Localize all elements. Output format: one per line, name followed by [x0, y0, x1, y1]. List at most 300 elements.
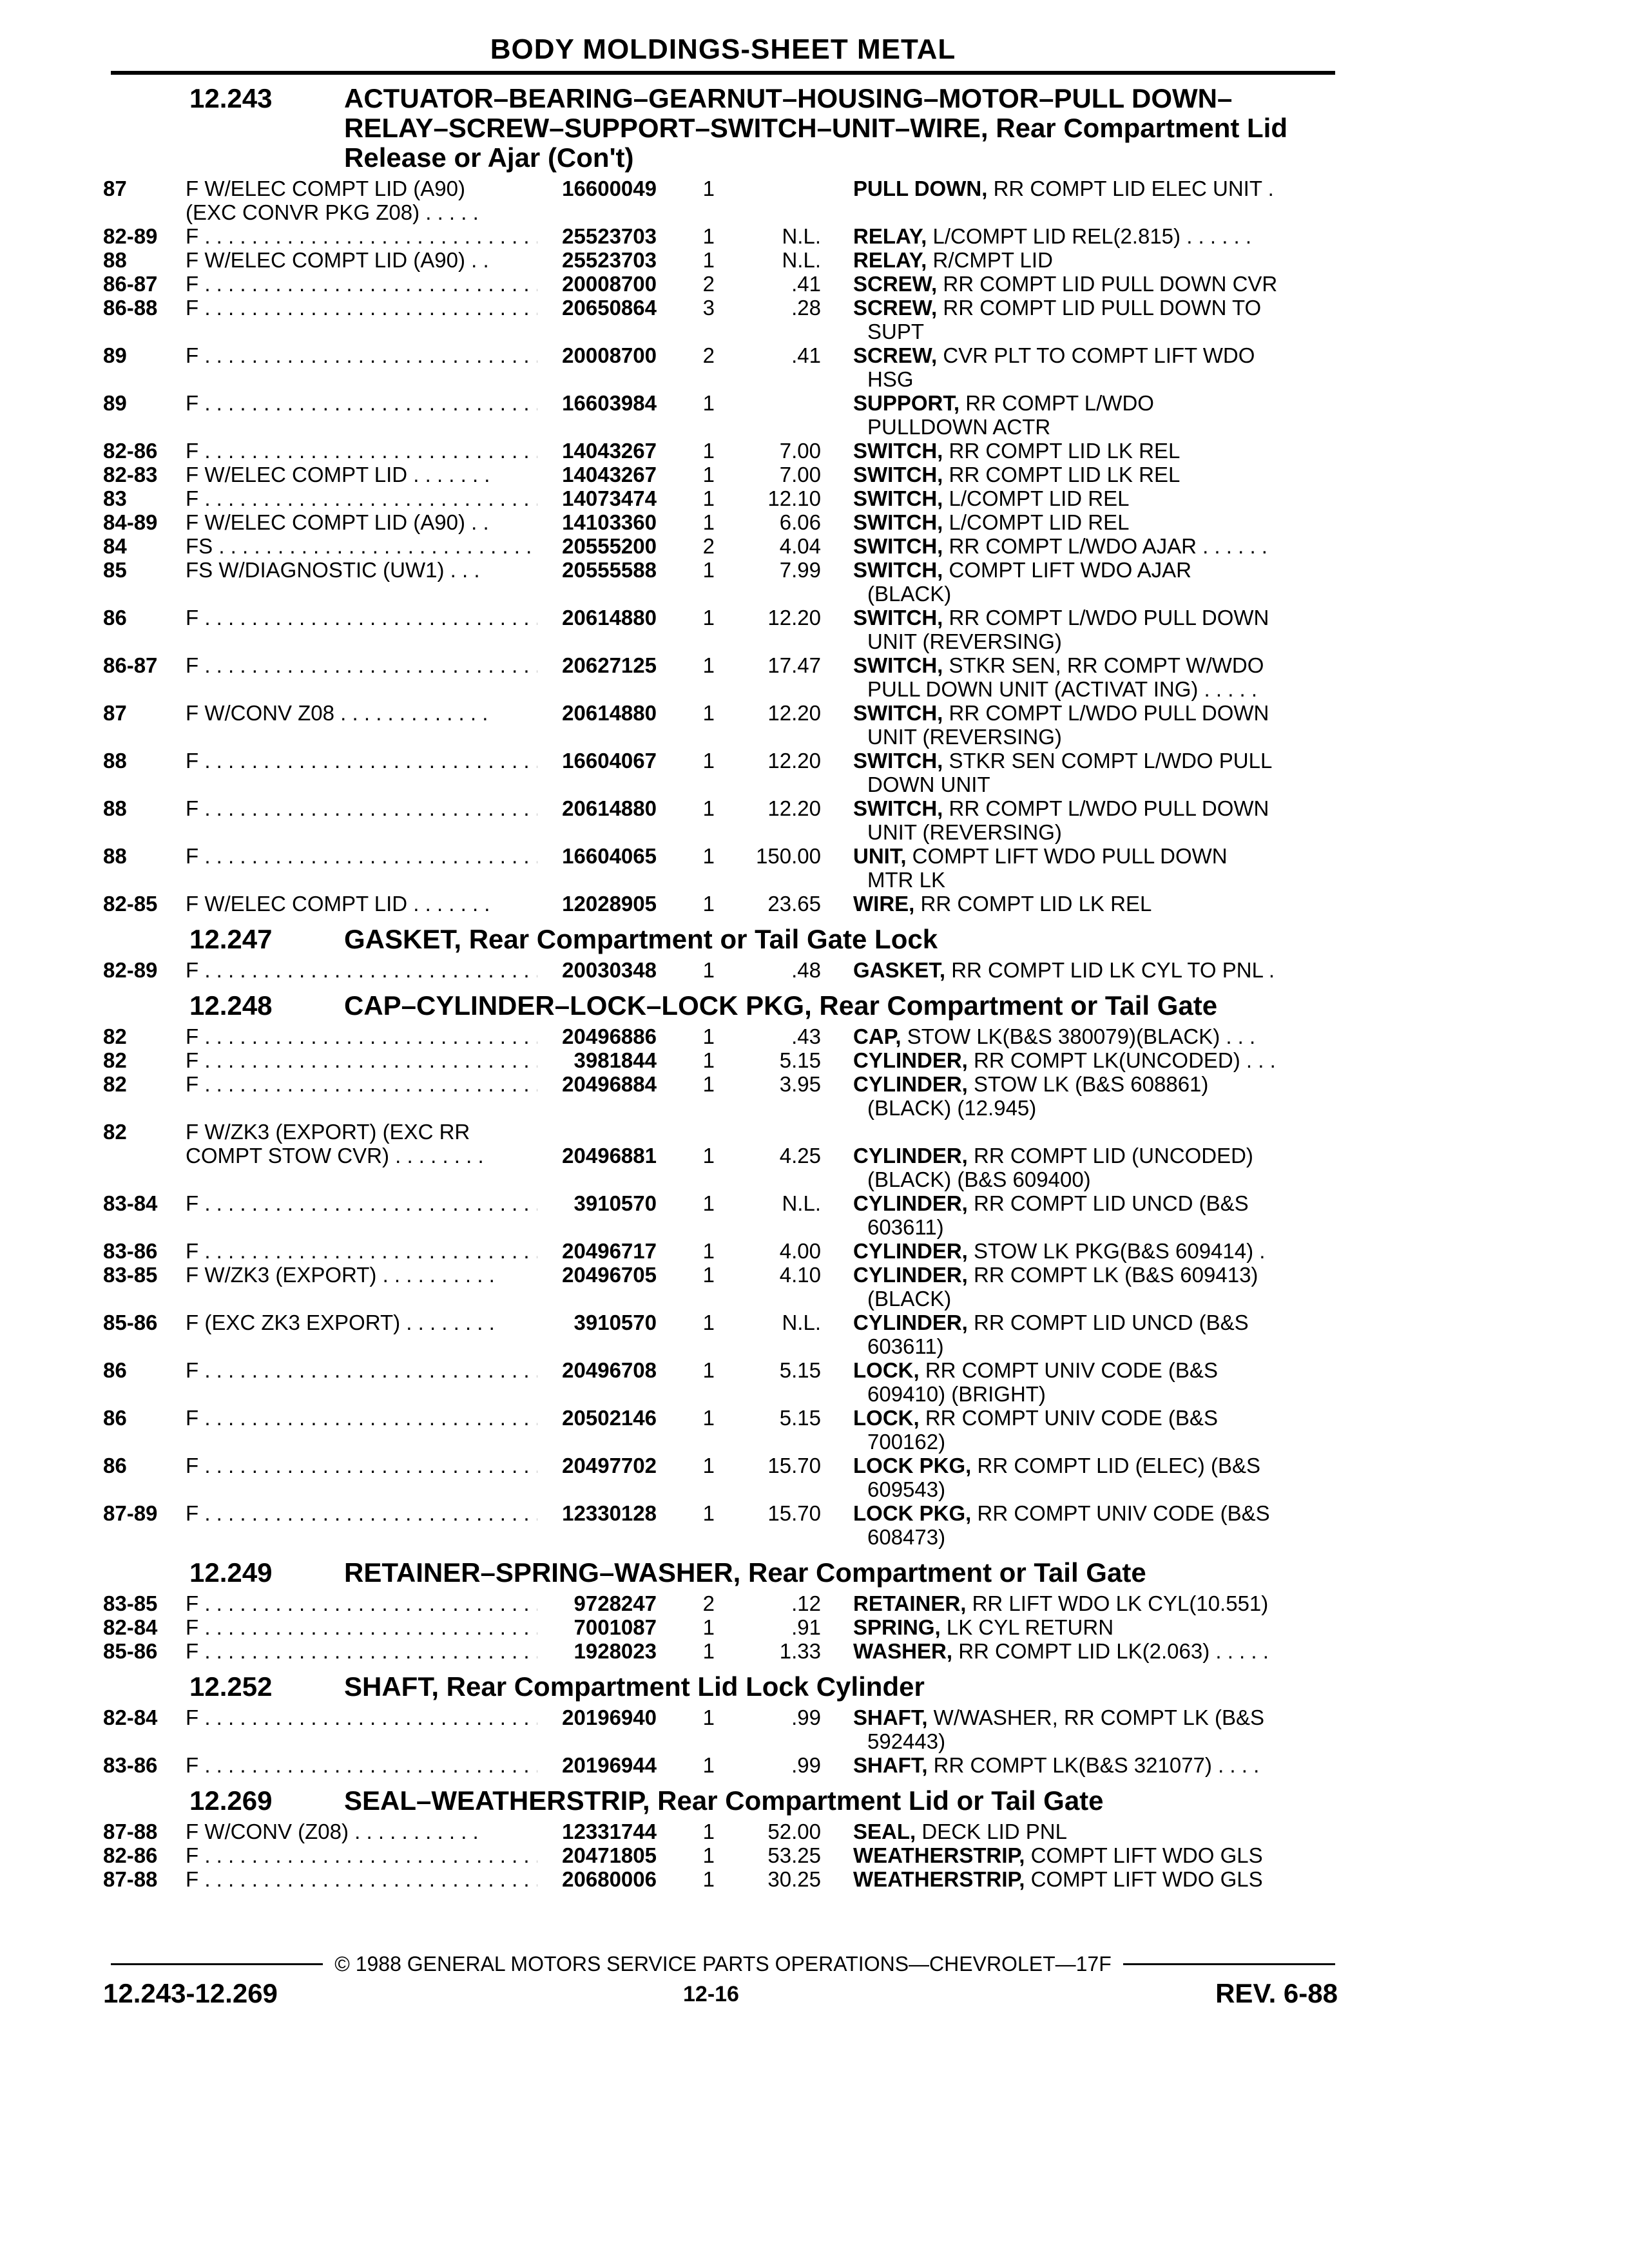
section-title: SEAL–WEATHERSTRIP, Rear Compartment Lid or Tail Gate	[344, 1785, 1104, 1816]
part-name-text: STOW LK PKG(B&S 609414) .	[974, 1239, 1266, 1263]
part-row	[103, 1501, 1347, 1549]
part-name-line	[853, 1096, 1320, 1120]
part-row	[103, 1867, 1347, 1891]
part-name-text: CVR PLT TO COMPT LIFT WDO	[943, 343, 1255, 367]
part-name-line	[853, 439, 1320, 463]
price: 150.00	[756, 844, 821, 868]
model-years: 86	[103, 606, 127, 629]
part-name-keyword: SPRING,	[853, 1615, 941, 1639]
part-name	[853, 558, 1320, 606]
part-name-text: PULL DOWN UNIT (ACTIVAT ING) . . . . .	[867, 677, 1258, 701]
part-row	[103, 1706, 1347, 1753]
part-name-line	[853, 1729, 1320, 1753]
part-name-line	[853, 725, 1320, 749]
part-name	[853, 958, 1320, 982]
part-row	[103, 844, 1347, 892]
part-name	[853, 1615, 1320, 1639]
part-name	[853, 1753, 1320, 1777]
quantity: 1	[702, 701, 715, 725]
usage-line: F . . .	[186, 391, 537, 415]
part-name-text: RR COMPT L/WDO PULL DOWN	[949, 796, 1269, 820]
usage-description	[186, 439, 537, 463]
model-years: 88	[103, 248, 127, 272]
model-years: 82-84	[103, 1615, 158, 1639]
usage-description	[186, 1191, 537, 1215]
part-name-line	[853, 1263, 1320, 1287]
usage-line: F W/ELEC COMPT LID (A90)	[186, 177, 465, 200]
model-years: 82-85	[103, 892, 158, 916]
part-name-text: W/WASHER, RR COMPT LK (B&S	[933, 1706, 1265, 1729]
usage-line: F (EXC ZK3 EXPORT) . . . . . . . .	[186, 1311, 495, 1334]
part-row	[103, 1072, 1347, 1120]
part-name	[853, 701, 1320, 749]
model-years: 83-84	[103, 1191, 158, 1215]
part-number: 16603984	[562, 391, 657, 415]
part-name-text: R/CMPT LID	[932, 248, 1053, 272]
price: .41	[791, 343, 821, 367]
part-number: 20496705	[562, 1263, 657, 1287]
price: 3.95	[779, 1072, 821, 1096]
usage-description	[186, 1753, 537, 1777]
model-years: 86	[103, 1454, 127, 1477]
model-years: 83-85	[103, 1263, 158, 1287]
quantity: 1	[702, 224, 715, 248]
part-name-line	[853, 1843, 1320, 1867]
quantity: 1	[702, 439, 715, 463]
part-name-keyword: LOCK,	[853, 1406, 920, 1430]
part-number: 14073474	[562, 486, 657, 510]
part-name-text: L/COMPT LID REL	[949, 486, 1130, 510]
part-name-line	[853, 1168, 1320, 1191]
price: 4.00	[779, 1239, 821, 1263]
part-name-text: RR COMPT L/WDO PULL DOWN	[949, 606, 1269, 629]
part-name-text: COMPT LIFT WDO AJAR	[949, 558, 1191, 582]
price: N.L.	[782, 248, 821, 272]
price: N.L.	[782, 224, 821, 248]
quantity: 1	[702, 958, 715, 982]
part-name-text: MTR LK	[867, 868, 946, 892]
price: 52.00	[767, 1820, 821, 1843]
price: 17.47	[767, 653, 821, 677]
usage-description	[186, 844, 537, 868]
section-heading	[103, 1672, 1347, 1702]
model-years: 85-86	[103, 1639, 158, 1663]
part-name-text: DECK LID PNL	[921, 1820, 1067, 1843]
part-name	[853, 1358, 1320, 1406]
part-name-keyword: LOCK PKG,	[853, 1501, 972, 1525]
part-name-keyword: CYLINDER,	[853, 1239, 968, 1263]
section-number: 12.247	[189, 924, 273, 954]
part-row	[103, 248, 1347, 272]
part-name-line	[853, 1591, 1320, 1615]
part-name-text: RR COMPT LID ELEC UNIT .	[993, 177, 1274, 200]
price: 12.20	[767, 796, 821, 820]
part-name-text: (BLACK)	[867, 1287, 952, 1311]
part-name-text: RR COMPT LID LK REL	[949, 463, 1181, 486]
part-name-keyword: LOCK,	[853, 1358, 920, 1382]
part-name-line	[853, 1477, 1320, 1501]
part-name-keyword: LOCK PKG,	[853, 1454, 972, 1477]
part-name	[853, 1239, 1320, 1263]
usage-line: F . . .	[186, 1639, 537, 1663]
footer-copyright: © 1988 GENERAL MOTORS SERVICE PARTS OPERATIONS—CHEVROLET—17F	[334, 1952, 1112, 1975]
part-name-text: PULLDOWN ACTR	[867, 415, 1051, 439]
part-number: 14103360	[562, 510, 657, 534]
part-name-line	[853, 296, 1320, 320]
usage-line: F . . .	[186, 1615, 537, 1639]
part-name-line	[853, 582, 1320, 606]
footer-page-number: 12-16	[683, 1982, 739, 2006]
part-name-keyword: WEATHERSTRIP,	[853, 1867, 1025, 1891]
part-name-keyword: PULL DOWN,	[853, 177, 988, 200]
part-name-keyword: SCREW,	[853, 272, 938, 296]
part-name-line	[853, 534, 1320, 558]
usage-description	[186, 1120, 537, 1168]
usage-line: F . . .	[186, 1706, 537, 1729]
usage-line: (EXC CONVR PKG Z08) . . . . .	[186, 200, 479, 224]
part-name-keyword: SWITCH,	[853, 606, 943, 629]
model-years: 89	[103, 391, 127, 415]
part-row	[103, 1358, 1347, 1406]
model-years: 86	[103, 1406, 127, 1430]
model-years: 83-85	[103, 1591, 158, 1615]
section-title: SHAFT, Rear Compartment Lid Lock Cylinder	[344, 1671, 925, 1702]
section-title: ACTUATOR–BEARING–GEARNUT–HOUSING–MOTOR–PULL DOWN–RELAY–SCREW–SUPPORT–SWITCH–UNIT–WIRE, Rear Compartment Lid Release or Ajar (Con't)	[344, 83, 1287, 173]
price: 4.10	[779, 1263, 821, 1287]
part-name-text: RR COMPT UNIV CODE (B&S	[977, 1501, 1270, 1525]
part-number: 20627125	[562, 653, 657, 677]
part-name-text: 700162)	[867, 1430, 946, 1454]
section-title: RETAINER–SPRING–WASHER, Rear Compartment or Tail Gate	[344, 1557, 1146, 1588]
part-name-line	[853, 749, 1320, 773]
part-name-keyword: RELAY,	[853, 224, 927, 248]
price: 7.00	[779, 463, 821, 486]
quantity: 1	[702, 1048, 715, 1072]
quantity: 1	[702, 1239, 715, 1263]
part-name	[853, 796, 1320, 844]
part-name-line	[853, 1072, 1320, 1096]
usage-line: F . . .	[186, 1358, 537, 1382]
usage-description	[186, 224, 537, 248]
part-name-keyword: UNIT,	[853, 844, 907, 868]
part-number: 20502146	[562, 1406, 657, 1430]
part-name-line	[853, 1215, 1320, 1239]
part-number: 16600049	[562, 177, 657, 200]
part-name-text: L/COMPT LID REL(2.815) . . . . . .	[932, 224, 1252, 248]
model-years: 89	[103, 343, 127, 367]
part-name	[853, 749, 1320, 796]
part-name-keyword: SCREW,	[853, 296, 938, 320]
price: 53.25	[767, 1843, 821, 1867]
price: .28	[791, 296, 821, 320]
usage-line: F W/ZK3 (EXPORT) . . . . . . . . . .	[186, 1263, 495, 1287]
part-name-text: UNIT (REVERSING)	[867, 629, 1062, 653]
quantity: 1	[702, 248, 715, 272]
usage-description	[186, 749, 537, 773]
quantity: 1	[702, 796, 715, 820]
usage-description	[186, 1406, 537, 1430]
section-number: 12.252	[189, 1671, 273, 1702]
part-name-keyword: SWITCH,	[853, 796, 943, 820]
price: .48	[791, 958, 821, 982]
part-name-text: L/COMPT LID REL	[949, 510, 1130, 534]
part-number: 20614880	[562, 796, 657, 820]
model-years: 82	[103, 1048, 127, 1072]
quantity: 2	[702, 272, 715, 296]
part-name-line	[853, 367, 1320, 391]
usage-description	[186, 343, 537, 367]
model-years: 87	[103, 701, 127, 725]
part-name-text: RR COMPT L/WDO	[965, 391, 1154, 415]
model-years: 83	[103, 486, 127, 510]
part-name-keyword: CAP,	[853, 1024, 901, 1048]
part-number: 1928023	[574, 1639, 657, 1663]
part-name-keyword: CYLINDER,	[853, 1072, 968, 1096]
usage-description	[186, 1591, 537, 1615]
part-name-line	[853, 558, 1320, 582]
part-number: 3910570	[574, 1191, 657, 1215]
part-name-line	[853, 1525, 1320, 1549]
usage-description	[186, 510, 537, 534]
usage-line: F . . .	[186, 296, 537, 320]
usage-description	[186, 606, 537, 629]
part-name	[853, 510, 1320, 534]
part-name-keyword: SWITCH,	[853, 701, 943, 725]
part-name	[853, 1406, 1320, 1454]
part-name-keyword: RELAY,	[853, 248, 927, 272]
part-name-line	[853, 1706, 1320, 1729]
part-row	[103, 1753, 1347, 1777]
section-title: CAP–CYLINDER–LOCK–LOCK PKG, Rear Compartment or Tail Gate	[344, 990, 1218, 1021]
usage-description	[186, 958, 537, 982]
part-name	[853, 1843, 1320, 1867]
part-name	[853, 1867, 1320, 1891]
part-name-keyword: CYLINDER,	[853, 1144, 968, 1168]
part-name-text: STOW LK (B&S 608861)	[974, 1072, 1209, 1096]
part-row	[103, 463, 1347, 486]
quantity: 1	[702, 1843, 715, 1867]
part-name-keyword: CYLINDER,	[853, 1191, 968, 1215]
section-number: 12.249	[189, 1557, 273, 1588]
usage-line: F W/ELEC COMPT LID (A90) . .	[186, 510, 489, 534]
usage-line: F . . .	[186, 1406, 537, 1430]
model-years: 83-86	[103, 1239, 158, 1263]
model-years: 87-88	[103, 1867, 158, 1891]
part-name-text: RR COMPT L/WDO PULL DOWN	[949, 701, 1269, 725]
price: 23.65	[767, 892, 821, 916]
part-row	[103, 1024, 1347, 1048]
usage-description	[186, 177, 537, 224]
part-name-text: STKR SEN COMPT L/WDO PULL	[949, 749, 1273, 773]
part-name-line	[853, 868, 1320, 892]
part-row	[103, 1311, 1347, 1358]
part-name	[853, 1454, 1320, 1501]
part-name-line	[853, 629, 1320, 653]
usage-description	[186, 1843, 537, 1867]
model-years: 82-86	[103, 1843, 158, 1867]
part-name-keyword: SWITCH,	[853, 558, 943, 582]
quantity: 1	[702, 391, 715, 415]
footer-rule-right	[1123, 1963, 1335, 1965]
part-name-line	[853, 653, 1320, 677]
part-name-line	[853, 1144, 1320, 1168]
part-row	[103, 1406, 1347, 1454]
usage-description	[186, 1072, 537, 1096]
model-years: 86-87	[103, 653, 158, 677]
usage-line: F . . .	[186, 1867, 537, 1891]
section-heading	[103, 1558, 1347, 1588]
quantity: 1	[702, 1024, 715, 1048]
quantity: 1	[702, 1639, 715, 1663]
part-name	[853, 1501, 1320, 1549]
part-number: 12028905	[562, 892, 657, 916]
usage-line: F . . .	[186, 749, 537, 773]
part-number: 20196940	[562, 1706, 657, 1729]
part-number: 20008700	[562, 343, 657, 367]
quantity: 1	[702, 1144, 715, 1168]
price: .43	[791, 1024, 821, 1048]
price: 1.33	[779, 1639, 821, 1663]
price: 6.06	[779, 510, 821, 534]
part-name	[853, 534, 1320, 558]
part-name-line	[853, 510, 1320, 534]
part-name	[853, 606, 1320, 653]
price: .99	[791, 1706, 821, 1729]
quantity: 1	[702, 844, 715, 868]
part-number: 20196944	[562, 1753, 657, 1777]
part-name-line	[853, 1753, 1320, 1777]
quantity: 3	[702, 296, 715, 320]
part-name-text: 608473)	[867, 1525, 946, 1549]
usage-line: FS . . .	[186, 534, 537, 558]
usage-line: F W/CONV Z08 . . . . . . . . . . . . .	[186, 701, 488, 725]
section-heading	[103, 925, 1347, 954]
usage-description	[186, 1358, 537, 1382]
quantity: 2	[702, 1591, 715, 1615]
price: 30.25	[767, 1867, 821, 1891]
part-row	[103, 701, 1347, 749]
part-name-keyword: RETAINER,	[853, 1591, 967, 1615]
usage-description	[186, 558, 537, 582]
part-name-text: 603611)	[867, 1215, 944, 1239]
part-number: 14043267	[562, 463, 657, 486]
part-name-text: DOWN UNIT	[867, 773, 990, 796]
part-number: 20680006	[562, 1867, 657, 1891]
section-heading	[103, 991, 1347, 1021]
part-number: 20555588	[562, 558, 657, 582]
part-row	[103, 343, 1347, 391]
part-name-line	[853, 415, 1320, 439]
usage-line: F . . .	[186, 796, 537, 820]
part-row	[103, 958, 1347, 982]
part-number: 20030348	[562, 958, 657, 982]
model-years: 82	[103, 1024, 127, 1048]
part-name-line	[853, 248, 1320, 272]
usage-line: F . . .	[186, 272, 537, 296]
part-name-keyword: SHAFT,	[853, 1706, 928, 1729]
part-name	[853, 248, 1320, 272]
usage-description	[186, 892, 537, 916]
part-name	[853, 272, 1320, 296]
part-name-keyword: SWITCH,	[853, 749, 943, 773]
model-years: 87	[103, 177, 127, 200]
usage-description	[186, 486, 537, 510]
usage-line: F . . .	[186, 224, 537, 248]
quantity: 1	[702, 510, 715, 534]
usage-line: F . . .	[186, 1191, 537, 1215]
usage-line: F . . .	[186, 1454, 537, 1477]
model-years: 83-86	[103, 1753, 158, 1777]
usage-description	[186, 1639, 537, 1663]
part-name-line	[853, 796, 1320, 820]
usage-line: F . . .	[186, 1501, 537, 1525]
part-number: 20496881	[562, 1144, 657, 1168]
part-number: 20496884	[562, 1072, 657, 1096]
price: 12.10	[767, 486, 821, 510]
part-name-keyword: SUPPORT,	[853, 391, 960, 415]
part-name-line	[853, 463, 1320, 486]
price: 12.20	[767, 606, 821, 629]
part-row	[103, 1639, 1347, 1663]
part-name-keyword: SCREW,	[853, 343, 938, 367]
part-name-keyword: SHAFT,	[853, 1753, 928, 1777]
price: N.L.	[782, 1191, 821, 1215]
usage-description	[186, 463, 537, 486]
price: 4.04	[779, 534, 821, 558]
page-header-title: BODY MOLDINGS-SHEET METAL	[490, 34, 956, 65]
usage-line: F . . .	[186, 606, 537, 629]
usage-description	[186, 534, 537, 558]
model-years: 87-89	[103, 1501, 158, 1525]
usage-line: F . . .	[186, 1753, 537, 1777]
part-name-text: (BLACK) (12.945)	[867, 1096, 1037, 1120]
usage-line: F W/ELEC COMPT LID (A90) . .	[186, 248, 489, 272]
usage-line: COMPT STOW CVR) . . . . . . . .	[186, 1144, 484, 1168]
part-name-line	[853, 1382, 1320, 1406]
quantity: 1	[702, 1311, 715, 1334]
part-row	[103, 486, 1347, 510]
quantity: 1	[702, 1867, 715, 1891]
part-name-line	[853, 1454, 1320, 1477]
model-years: 87-88	[103, 1820, 158, 1843]
usage-line: F . . .	[186, 653, 537, 677]
price: 7.00	[779, 439, 821, 463]
part-name-line	[853, 677, 1320, 701]
model-years: 85-86	[103, 1311, 158, 1334]
part-name-text: COMPT LIFT WDO GLS	[1030, 1867, 1263, 1891]
part-number: 14043267	[562, 439, 657, 463]
quantity: 1	[702, 1454, 715, 1477]
part-name-text: 592443)	[867, 1729, 946, 1753]
footer-rule-left	[111, 1963, 323, 1965]
usage-line: F . . .	[186, 1239, 537, 1263]
part-row	[103, 1820, 1347, 1843]
price: 12.20	[767, 701, 821, 725]
part-name-line	[853, 1024, 1320, 1048]
quantity: 1	[702, 1501, 715, 1525]
part-row	[103, 510, 1347, 534]
part-row	[103, 1263, 1347, 1311]
part-number: 25523703	[562, 248, 657, 272]
part-name-line	[853, 892, 1320, 916]
part-name	[853, 343, 1320, 391]
part-row	[103, 653, 1347, 701]
part-name-text: UNIT (REVERSING)	[867, 725, 1062, 749]
model-years: 82	[103, 1072, 127, 1096]
usage-description	[186, 391, 537, 415]
footer-revision: REV. 6-88	[1215, 1978, 1338, 2008]
part-name-text: RR COMPT LID UNCD (B&S	[974, 1191, 1249, 1215]
